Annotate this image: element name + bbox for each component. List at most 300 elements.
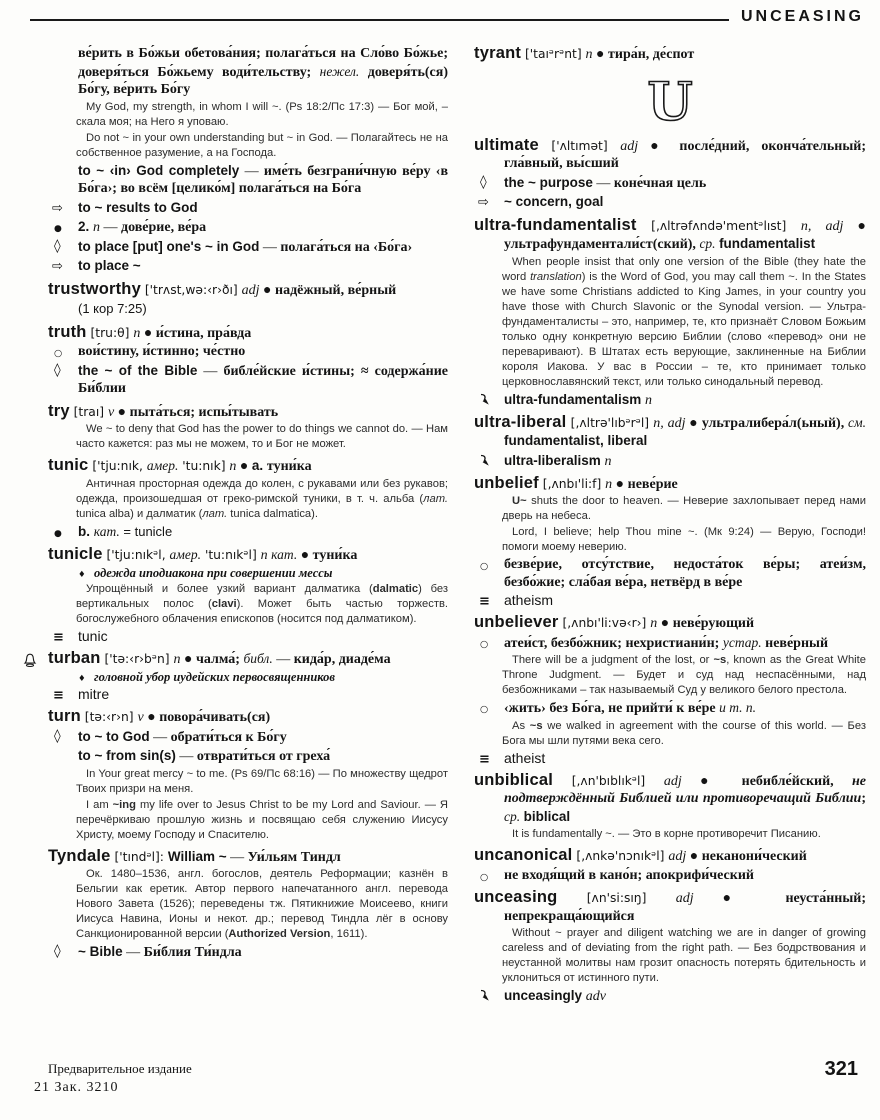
text-segment: туни́ка [266,459,312,474]
text-segment: to place [put] one's ~ in God [78,238,260,254]
text-segment: неуста́нный; непрекраща́ющийся [504,891,866,924]
page-body [48,44,866,1006]
text-segment: I am [86,798,113,811]
text-segment: ~ concern, goal [504,194,604,209]
headword: ultimate [474,135,539,154]
text-segment: As [512,719,530,732]
entry-paragraph [48,747,448,766]
text-segment: adj [241,282,260,298]
text-segment: после́дний, оконча́тельный; гла́вный, вы́сший [504,138,866,171]
derivative-icon [479,393,492,411]
headword: turban [48,649,101,667]
headword: ultra-fundamentalist [474,215,637,234]
headword: Tyndale [48,846,111,865]
text-segment: полага́ться на ‹Бо́га› [280,239,413,255]
text-segment: tunica alba) и далматик ( [76,507,203,520]
entry-paragraph [48,670,448,686]
text-segment: b. [78,523,94,539]
headword: unceasing [474,888,558,906]
entry-paragraph [48,848,448,867]
idiom-diamond-icon: ◊ [480,173,487,190]
synonym-equiv-icon: ≡ [479,751,490,767]
text-segment: ● [638,138,680,154]
entry-paragraph [474,137,866,173]
entry-paragraph [48,943,448,962]
headword: tyrant [474,44,522,62]
headword: unbeliever [474,613,559,631]
text-segment: вои́стину, и́стинно; че́стно [78,344,246,359]
text-segment: кат. [93,523,120,539]
text-segment: adj [620,138,639,154]
cross-reference-arrow-icon: ⇨ [52,200,63,216]
entry-truth [48,324,448,398]
headword: trustworthy [48,279,141,298]
page-header [30,8,864,26]
entry-paragraph [474,452,866,470]
text-segment: n, adj [800,218,844,234]
text-segment: неве́рный [765,635,829,651]
text-segment: ['tju:nıkᵊl, [102,548,170,562]
text-segment: ве́рить в Бо́жьи обетова́ния; полага́ться на Сло́во Бо́жье; доверя́ться Бо́жьему води́тельству; [78,46,448,80]
svg-text:U: U [647,73,693,132]
entry-paragraph [48,867,448,942]
entry-paragraph [474,772,866,827]
text-segment: пыта́ться; испы́тывать [129,404,279,420]
headword: uncanonical [474,846,573,864]
text-segment: ‹жить› без Бо́га, не прийти́ к ве́ре [504,701,720,716]
text-segment: ~ Bible [78,944,123,959]
text-segment: ● [612,476,628,492]
text-segment: неве́рие [627,476,678,492]
entry-paragraph [474,847,866,866]
text-segment: лат. [423,492,448,505]
text-segment: [,ʌltrəfʌndə'mentᵊlıst] [636,218,801,233]
entry-unceasing [474,889,866,1005]
text-segment: [tru:θ] [86,325,134,340]
text-segment: n [260,548,272,563]
text-segment: , 1611). [330,928,368,940]
entry-paragraph [48,650,448,669]
entry-turban [48,650,448,703]
text-segment: n [604,453,612,469]
text-segment: Уи́льям Тиндл [247,849,341,865]
entry-paragraph [48,566,448,582]
text-segment: shuts the door to heaven. — Неверие захлопывает перед нами дверь на небеса. [502,495,866,522]
text-segment: unceasingly [504,988,586,1003]
text-segment: clavi [211,598,237,610]
headword: tunic [48,456,89,474]
headword: try [48,401,70,420]
text-segment: (1 кор 7:25) [78,301,147,316]
text-segment: устар. [722,634,762,650]
entry-paragraph [474,475,866,494]
entry-uncanonical [474,847,866,884]
entry-paragraph [474,614,866,633]
text-segment: — [239,163,264,179]
text-segment: ● [180,652,196,667]
entry-paragraph [48,457,448,476]
entry-paragraph [474,556,866,591]
entry-paragraph [48,281,448,300]
entry-paragraph [48,523,448,542]
text-segment: a. [251,458,267,473]
text-segment: we walked in agreement with the course of this world. — Без Бога мы шли путями века сего. [502,719,866,747]
idiom-diamond-icon: ◊ [54,361,61,378]
text-segment: [,ʌn'bıblıkᵊl] [553,773,664,788]
text-segment: ● [843,218,866,234]
text-segment: 'tu:nıkᵊl] [201,548,261,562]
print-code: 21 Зак. 3210 [34,1080,119,1095]
text-segment: , known as the Great White Throne Judgment. — Будет и суд над неспасёнными, над безбожниками – так называемый Суд у великого белого престола. [502,654,866,696]
text-segment: adj [668,849,687,864]
entry-paragraph [48,238,448,257]
headword: unbelief [474,473,539,492]
text-segment: [traı] [69,404,108,419]
text-segment: не подтверждённый Библией или противоречащий Библии [504,773,866,806]
text-segment: n, adj [653,415,686,431]
text-segment: небибле́йский, [741,773,852,789]
text-segment: ~s [713,654,727,666]
text-segment: надёжный, ве́рный [275,282,397,298]
entry-paragraph [474,217,866,254]
entry-ultimate [474,137,866,212]
text-segment: fundamentalist [719,236,816,251]
text-segment: We ~ to deny that God has the power to do things we cannot do. — Нам часто кажется: раз мы не можем, то и Бог не может. [76,423,448,450]
text-segment: [,ʌnkə'nɔnıkᵊl] [572,849,669,863]
entry-paragraph [48,798,448,843]
headword: unbiblical [474,770,554,789]
text-segment: ['taıᵊrᵊnt] [521,47,586,61]
text-segment: In Your great mercy ~ to me. (Ps 69/Пс 68:16) — По множеству щедрот Твоих призри на меня. [76,767,448,795]
section-letter-U [474,74,866,132]
entry-paragraph [48,162,448,198]
entry-paragraph [48,546,448,565]
text-segment: = tunicle [119,523,173,539]
entry-paragraph [474,827,866,842]
entry-unbiblical [474,772,866,843]
text-segment: ● [236,459,252,474]
entry-paragraph [48,362,448,398]
text-segment: ● [693,891,786,906]
text-segment: ~ing [112,798,136,811]
entry-ultra-fundamentalist [474,217,866,409]
text-segment: translation [530,270,582,283]
text-segment: n [605,476,613,492]
text-segment: неканони́ческий [701,849,807,864]
text-segment: n [229,459,237,474]
text-segment: It is fundamentally ~. — Это в корне противоречит Писанию. [512,828,821,840]
headword: truth [48,322,87,341]
entry-paragraph [48,403,448,422]
text-segment: Lord, I believe; help Thou mine ~. (Мк 9:24) — Верую, Господи! помоги моему неверию. [502,526,866,553]
text-segment: Античная просторная одежда до колен, с рукавами или без рукавов; одежда, произошедшая от греко-римской туники, в т. ч. альба ( [76,477,448,505]
text-segment: ['tə:‹r›bᵊn] [100,652,174,666]
text-segment: ultra-fundamentalism [504,391,646,407]
text-segment: — [259,239,281,255]
text-segment: ) is the Word of God, you may call them ~. In the States we have some Christians addicted to King James, in your country you have those with Church Slavonic or the Synodal version. — Ультра-фундаменталисты – это, например, те, кто признаёт Словом Божьим только одну конкретную версию Библии (слово «перевод» они не переваривают). В Штатах есть верующие, заклиненные на Библии короля Иакова. У вас в России – те, кто принимает только церковнославянский текст, или только синодальный перевод. [502,270,866,388]
text-segment: доверя́ть(ся) Бо́гу, ве́рить Бо́гу [78,64,449,97]
text-segment: [ʌn'si:sıŋ] [557,891,676,905]
text-segment: fundamentalist, liberal [504,433,648,448]
entry-paragraph [48,477,448,522]
entry-tunic [48,457,448,541]
idiom-diamond-icon: ◊ [54,943,61,959]
edition-note: Предварительное издание [48,1061,192,1076]
text-segment: име́ть безграни́чную ве́ру ‹в Бо́га›; во всём [целико́м] полага́ться на Бо́га [78,163,449,196]
text-segment: ['tju:nık, [88,459,147,473]
headword: turn [48,707,81,725]
text-segment: безве́рие, отсу́тствие, недоста́ток ве́ры; атеи́зм, безбо́жие; сла́бая ве́ра, нетвёрд в ве́ре [504,557,866,590]
sense-bullet-icon: ● [54,224,62,234]
text-segment: обрати́ться к Бо́гу [170,729,287,745]
entry-try [48,403,448,453]
entry-tyrant [474,45,866,64]
text-segment: ср. [504,808,521,824]
text-segment: adj [663,773,682,789]
text-segment: дове́рие, ве́ра [121,220,207,235]
entry-paragraph [474,174,866,193]
text-segment: не входя́щий в кано́н; апокрифи́ческий [504,867,754,883]
running-head: UNCEASING [740,8,864,25]
entry-unbeliever [474,614,866,767]
text-segment: головной убор иудейских первосвященников [94,669,336,684]
entry-paragraph [474,592,866,609]
text-segment: n [93,220,101,235]
text-segment: ● [681,773,742,789]
synonym-equiv-icon: ≡ [479,594,490,609]
entry-trustworthy [48,281,448,319]
text-segment: There will be a judgment of the lost, or [512,654,714,666]
text-segment: библе́йские и́стины; ≈ содержа́ние Би́блии [78,363,449,396]
text-segment: и́стина, пра́вда [155,325,252,341]
entry-paragraph [474,987,866,1005]
text-segment: atheism [504,592,554,608]
text-segment: одежда иподиакона при совершении мессы [94,565,333,580]
text-segment: амер. [169,547,202,562]
page-number: 321 [824,1058,858,1080]
entry-paragraph [474,889,866,925]
text-segment: ● [592,47,609,62]
text-segment: ● [140,325,156,341]
text-segment: my life over to Jesus Christ to be my Lord and Saviour. — Я перечёркиваю прошлую жизнь и посвящаю себя служению Иисусу Христу, моему Господу и Спасителю. [76,798,448,841]
left-column [48,44,448,1006]
text-segment: [,ʌnbı'li:f] [538,476,606,491]
entry-paragraph [48,767,448,797]
text-segment: — [122,945,144,960]
bell-icon [22,652,38,674]
entry-paragraph [474,414,866,451]
text-segment: ). Может быть частью торжеств. богослужебного облачения епископов (носится под далматиком). [76,598,448,625]
entry-paragraph [474,699,866,718]
entry-paragraph [474,926,866,986]
text-segment: tunic [78,628,108,644]
entry-paragraph [474,45,866,64]
text-segment: [,ʌltrə'lıbᵊrᵊl] [566,415,654,430]
text-segment: ['ʌltımət] [538,138,621,153]
entry-paragraph [474,867,866,885]
text-segment: n [173,652,181,667]
entry-paragraph [48,300,448,319]
text-segment: to ~ from sin(s) [78,748,176,763]
text-segment: v [137,710,144,725]
text-segment: ● [114,404,130,420]
idiom-diamond-icon: ◊ [54,237,61,254]
collocation-circle-icon: ○ [480,704,489,715]
collocation-circle-icon: ○ [480,871,489,883]
text-segment: the ~ purpose [504,174,593,190]
entry-paragraph [48,686,448,703]
entry-paragraph [48,257,448,276]
entry-paragraph [48,628,448,645]
text-segment: Упрощённый и более узкий вариант далматика ( [86,583,373,595]
text-segment: библ. [243,651,273,666]
page-footer [34,1058,864,1098]
text-segment: лат. [202,507,228,520]
text-segment: нежел. [319,63,360,79]
text-segment: — [175,749,197,764]
text-segment: ультралибера́л(ьный), [701,415,849,431]
text-segment: ● [297,548,313,563]
text-segment: Ок. 1480–1536, англ. богослов, деятель Реформации; казнён в Бельгии как еретик. Автор первого напечатанного англ. перевода Нового Завета (1526); переведены тж. Пятикнижие Моисеево, книги Иисуса Навина, Ионы и некот. др.; перевод Тиндла лёг в основу Санкционированной версии ( [76,868,448,940]
text-segment: n [650,616,658,631]
entry-paragraph [474,653,866,698]
text-segment: атеи́ст, безбо́жник; нехристиани́н; [504,635,723,651]
text-segment: — [149,729,171,745]
text-segment: ● [685,415,702,431]
note-diamond-icon: ♦ [78,569,86,580]
right-column [474,44,866,1006]
text-segment: ~s [529,719,543,732]
note-diamond-icon: ♦ [78,673,86,684]
entry-paragraph [48,728,448,747]
text-segment: adv [585,989,606,1004]
entry-paragraph [474,255,866,390]
headword: ultra-liberal [474,412,567,431]
text-segment: tunica dalmatica). [227,507,318,520]
text-segment: чалма́; [195,652,244,667]
entry-paragraph [48,422,448,452]
text-segment: ● [657,616,673,631]
derivative-icon [479,989,492,1007]
text-segment: ['tındᵊl]: [110,849,168,864]
text-segment: ● [686,849,702,864]
text-segment: 2. [78,219,94,234]
cross-reference-arrow-icon: ⇨ [478,195,489,210]
entry-paragraph [474,525,866,555]
synonym-equiv-icon: ≡ [53,630,64,645]
text-segment: William ~ [167,848,227,864]
text-segment: — [100,220,122,235]
text-segment: Without ~ prayer and diligent watching we are in danger of growing careless and of deviating from the right path. — Без бодрствования и неустанной молитвы нам грозит опасность потерять бдительность и уклониться от истинного пути. [502,927,866,984]
text-segment: When people insist that only one version of the Bible (they hate the word [502,255,866,283]
text-segment: туни́ка [312,548,358,563]
text-segment: кида́р, диаде́ма [293,652,391,667]
entry-trust-continuation [48,45,448,276]
derivative-icon [479,454,492,472]
text-segment: dalmatic [372,583,419,595]
collocation-circle-icon: ○ [480,561,489,572]
text-segment: ultra-liberalism [504,452,605,468]
text-segment: — [592,175,614,191]
text-segment: повора́чивать(ся) [159,710,271,725]
entry-paragraph [474,634,866,653]
collocation-circle-icon: ○ [54,348,63,359]
text-segment: My God, my strength, in whom I will ~. (Ps 18:2/Пс 17:3) — Бог мой, – скала моя; на Него я уповаю. [76,100,448,128]
text-segment: амер. [146,458,179,473]
text-segment: — [197,363,224,379]
text-segment: отврати́ться от греха́ [196,749,331,764]
entry-turn [48,708,448,843]
text-segment: ср. [699,236,716,251]
text-segment: n [645,392,653,408]
entry-paragraph [48,324,448,343]
text-segment: Do not ~ in your own understanding but ~ in God. — Полагайтесь не на собственное разумение, а на Господа. [76,131,448,159]
text-segment: — [272,652,294,667]
collocation-circle-icon: ○ [480,638,489,650]
entry-paragraph [48,218,448,237]
sense-bullet-icon: ● [54,528,62,539]
cross-reference-arrow-icon: ⇨ [52,259,63,274]
text-segment: atheist [504,749,546,766]
entry-paragraph [474,193,866,212]
synonym-equiv-icon: ≡ [53,688,64,703]
header-rule [30,19,729,21]
text-segment: коне́чная цель [613,175,707,191]
text-segment: и т. п. [719,700,757,715]
entry-paragraph [48,708,448,727]
entry-paragraph [474,750,866,767]
text-segment: to ~ ‹in› God completely [78,162,240,178]
text-segment: неве́рующий [672,616,755,631]
text-segment: to ~ results to God [78,199,198,215]
idiom-diamond-icon: ◊ [54,727,61,744]
text-segment: mitre [78,686,110,702]
entry-paragraph [474,719,866,749]
text-segment: to place ~ [78,258,141,273]
text-segment: n [133,325,141,341]
text-segment: Би́блия Ти́ндла [143,945,242,960]
entry-paragraph [48,582,448,627]
entry-unbelief [474,475,866,610]
text-segment: ; [861,791,866,806]
entry-ultra-liberal [474,414,866,470]
text-segment: U~ [512,495,527,507]
entry-paragraph [48,45,448,99]
entry-tyndale [48,848,448,962]
text-segment: тира́н, де́спот [608,47,695,62]
entry-tunicle [48,546,448,645]
entry-paragraph [48,343,448,361]
text-segment: n [585,47,593,62]
text-segment: adj [675,891,694,906]
text-segment: см. [848,414,866,430]
text-segment: to ~ to God [78,728,150,744]
text-segment: the ~ of the Bible [78,362,198,378]
text-segment: [tə:‹r›n] [80,710,138,724]
text-segment: v [107,404,115,420]
text-segment: кат. [271,547,298,562]
text-segment: — [226,849,248,865]
text-segment: ) без вертикальных полос ( [76,583,448,610]
entry-paragraph [474,494,866,524]
entry-paragraph [48,131,448,161]
text-segment: ультрафундаментали́ст(ский), [504,237,700,252]
entry-paragraph [474,391,866,409]
text-segment: ● [143,710,160,725]
entry-paragraph [48,199,448,218]
text-segment: [,ʌnbı'li:və‹r›] [558,616,651,630]
text-segment: 'tu:nık] [178,459,230,473]
